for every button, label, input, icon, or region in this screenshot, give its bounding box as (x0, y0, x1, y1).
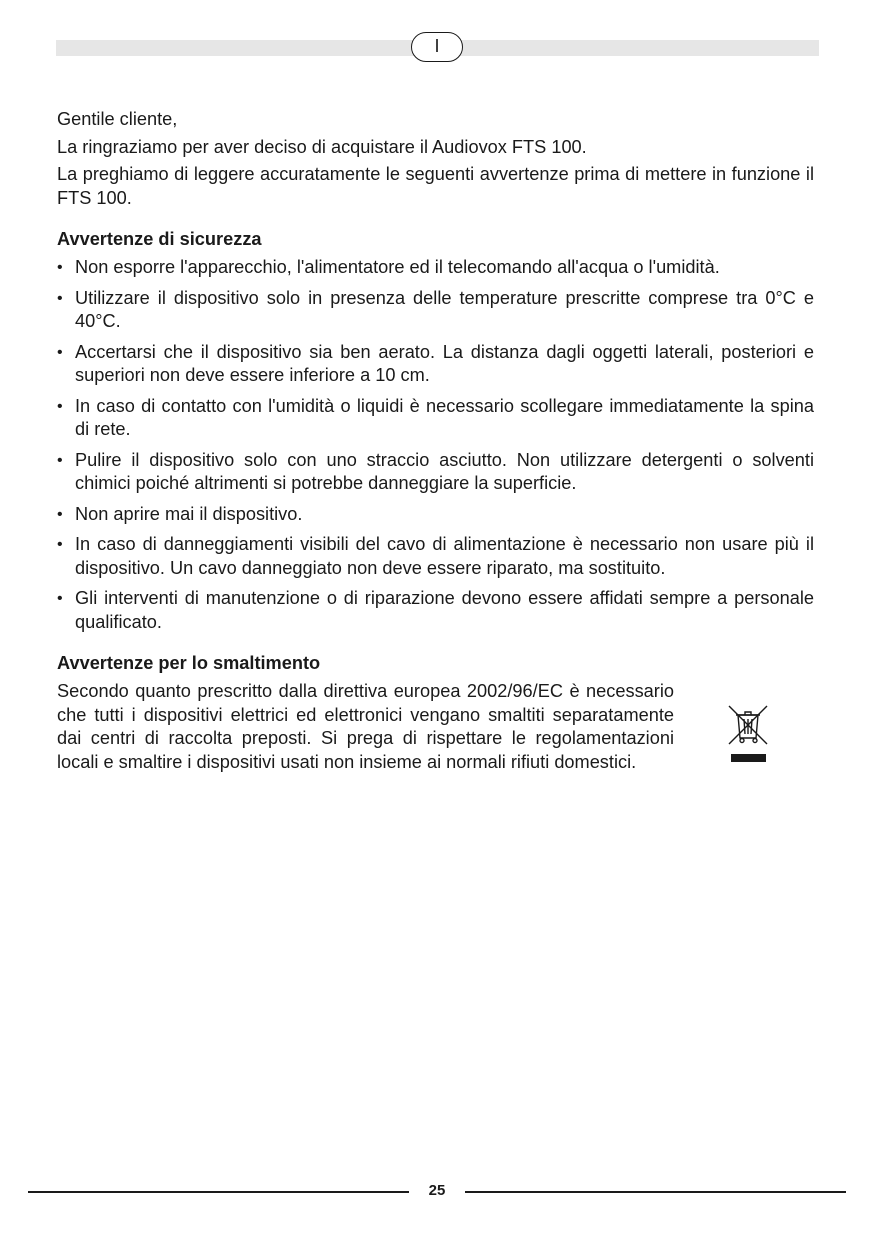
disposal-block (57, 680, 814, 774)
page-content (57, 108, 814, 778)
page-number: 25 (428, 1182, 446, 1199)
bullet: • (57, 505, 63, 523)
thanks-paragraph: La ringraziamo per aver deciso di acquistare il Audiovox FTS 100. (57, 136, 587, 157)
list-item (57, 395, 814, 442)
list-item-text: In caso di contatto con l'umidità o liquidi è necessario scollegare immediatamente la spina di rete. (75, 395, 814, 439)
list-item-text: Gli interventi di manutenzione o di riparazione devono essere affidati sempre a personale qualificato. (75, 588, 814, 632)
bullet: • (57, 289, 63, 307)
footer-line-right (465, 1191, 846, 1193)
list-item-text: Accertarsi che il dispositivo sia ben aerato. La distanza dagli oggetti laterali, posteriori e superiori non deve essere inferiore a 10 cm. (75, 341, 814, 385)
list-item-text: In caso di danneggiamenti visibili del cavo di alimentazione è necessario non usare più il dispositivo. Un cavo danneggiato non deve essere riparato, ma sostituito. (75, 534, 814, 578)
list-item-text: Non esporre l'apparecchio, l'alimentatore ed il telecomando all'acqua o l'umidità. (75, 257, 720, 277)
greeting: Gentile cliente, (57, 109, 178, 129)
list-item (57, 256, 814, 280)
bullet: • (57, 259, 63, 276)
bullet: • (57, 536, 63, 553)
request-paragraph: La preghiamo di leggere accuratamente le seguenti avvertenze prima di mettere in funzione il FTS 100. (57, 164, 814, 208)
bullet: • (57, 397, 63, 415)
crossed-out-wheelie-bin-icon (727, 704, 771, 768)
list-item (57, 287, 814, 334)
safety-heading: Avvertenze di sicurezza (57, 229, 262, 249)
list-item (57, 533, 814, 580)
footer-line-left (28, 1191, 409, 1193)
disposal-text: Secondo quanto prescritto dalla direttiva europea 2002/96/EC è necessario che tutti i dispositivi elettrici ed elettronici vengano smaltiti separatamente dai centri di raccolta preposti. Si prega di rispettare le regolamentazioni locali e smaltire i dispositivi usati non insieme ai normali rifiuti domestici. (57, 681, 674, 772)
list-item (57, 587, 814, 634)
bullet: • (57, 343, 63, 361)
safety-list (57, 256, 814, 634)
list-item (57, 503, 814, 527)
disposal-heading: Avvertenze per lo smaltimento (57, 653, 321, 673)
list-item-text: Utilizzare il dispositivo solo in presenza delle temperature prescritte comprese tra 0°C e 40°C. (75, 287, 814, 331)
list-item (57, 449, 814, 496)
list-item-text: Pulire il dispositivo solo con uno straccio asciutto. Non utilizzare detergenti o solventi chimici poiché altrimenti si potrebbe danneggiare la superficie. (75, 449, 814, 493)
list-item (57, 341, 814, 388)
bullet: • (57, 590, 63, 607)
bullet: • (57, 451, 63, 469)
language-badge: I (411, 32, 463, 62)
list-item-text: Non aprire mai il dispositivo. (75, 503, 303, 524)
